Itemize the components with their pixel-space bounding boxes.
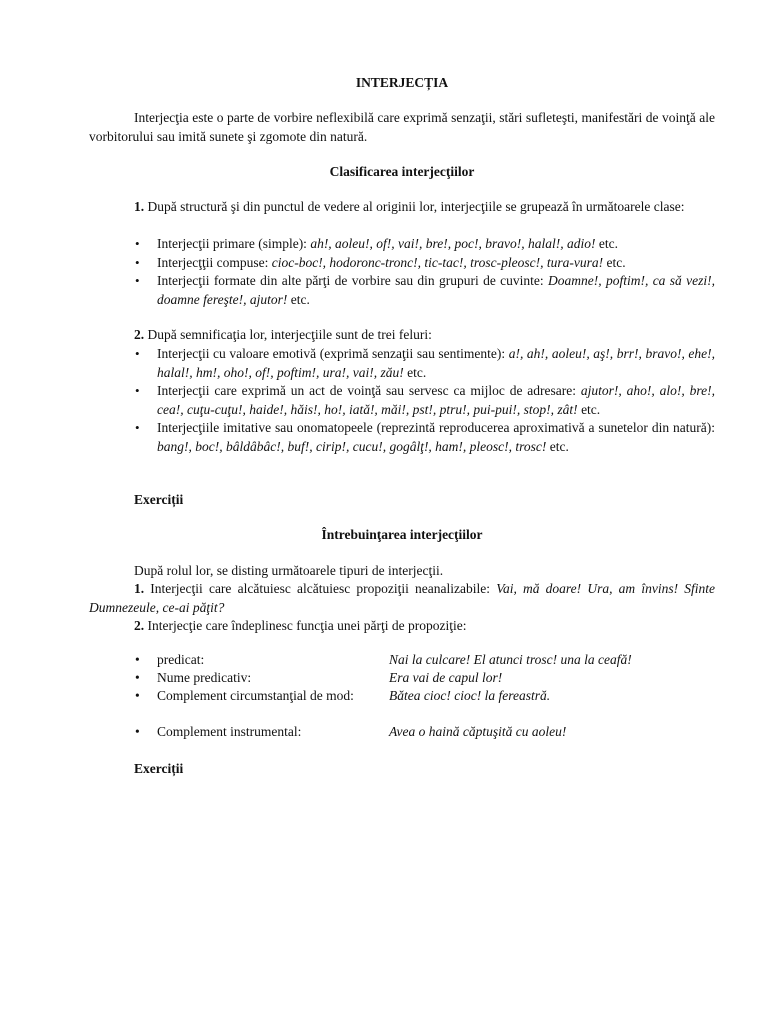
item-suffix: etc.: [403, 364, 427, 380]
section2-text: După semnificaţia lor, interjecţiile sunt de trei feluri:: [147, 327, 432, 342]
item-examples: ajutor!, aho!, alo!, bre!, cea!, cuţu-cuţu!, haide!, hăis!, ho!, iată!, măi!, pst!, ptru!, pui-pui!, stop!, zât!: [157, 383, 715, 417]
usage-row-example: Bătea cioc! cioc! la fereastră.: [389, 688, 551, 703]
bullet-icon: •: [135, 724, 140, 739]
list-item: [89, 345, 715, 382]
usage1-text: Interjecţii care alcătuiesc alcătuiesc propoziţii neanalizabile:: [144, 581, 497, 596]
usage-row-example: Nai la culcare! El atunci trosc! una la ceafă!: [389, 652, 632, 667]
exercises-heading: Exerciții: [134, 492, 184, 507]
section1-list: [89, 235, 715, 309]
list-item: [89, 254, 715, 273]
usage2-text: Interjecţie care îndeplinesc funcţia unei părţi de propoziţie:: [144, 618, 467, 633]
item-suffix: etc.: [287, 291, 310, 307]
document-title: INTERJECȚIA: [355, 75, 449, 90]
section1-number: 1.: [134, 199, 145, 214]
item-label: Interjecţii formate din alte părţi de vorbire sau din grupuri de cuvinte:: [157, 273, 549, 288]
item-suffix: etc.: [577, 401, 601, 417]
section2-number: 2.: [134, 327, 145, 342]
usage2-paragraph: [89, 617, 760, 636]
item-suffix: etc.: [546, 438, 569, 454]
item-label: Interjecţii cu valoare emotivă (exprimă senzaţii sau sentimente):: [157, 346, 509, 361]
classification-heading: Clasificarea interjecţiilor: [329, 164, 475, 179]
usage-row-label: Complement instrumental:: [157, 724, 302, 739]
bullet-icon: •: [135, 420, 140, 435]
usage-row-example: Avea o haină căptuşită cu aoleu!: [389, 724, 567, 739]
bullet-icon: •: [135, 254, 140, 270]
section1-text: După structură şi din punctul de vedere al originii lor, interjecţiile se grupează în următoarele clase:: [147, 199, 685, 214]
list-item: [89, 235, 715, 254]
usage1-examples: Vai, mă doare! Ura, am învins! Sfinte Dumnezeule, ce-ai păţit?: [89, 581, 715, 615]
bullet-icon: •: [135, 670, 140, 685]
item-examples: bang!, boc!, bâldâbâc!, buf!, cirip!, cucu!, gogâlţ!, ham!, pleosc!, trosc!: [157, 438, 547, 454]
item-suffix: etc.: [603, 254, 626, 270]
bullet-icon: •: [135, 688, 140, 703]
item-label: Interjecţii care exprimă un act de voinţă sau servesc ca mijloc de adresare:: [157, 383, 581, 398]
definition-paragraph: Interjecţia este o parte de vorbire neflexibilă care exprimă senzaţii, stări sufleteşti, manifestări de voinţă ale vorbitorului sau imită sunete şi zgomote din natură.: [89, 110, 715, 144]
usage-heading: Întrebuinţarea interjecţiilor: [321, 527, 483, 542]
usage1-paragraph: [89, 580, 715, 617]
item-examples: ah!, aoleu!, of!, vai!, bre!, poc!, bravo!, halal!, adio!: [310, 236, 596, 251]
usage-row-label: Complement circumstanţial de mod:: [157, 688, 354, 703]
usage-row-label: predicat:: [157, 652, 205, 667]
list-item: [89, 382, 715, 419]
usage2-number: 2.: [134, 618, 145, 633]
usage-intro: După rolul lor, se disting următoarele tipuri de interjecţii.: [134, 563, 444, 578]
item-examples: cioc-boc!, hodoronc-tronc!, tic-tac!, trosc-pleosc!, tura-vura!: [271, 254, 604, 270]
bullet-icon: •: [135, 236, 140, 251]
usage1-number: 1.: [134, 581, 145, 596]
item-examples: a!, ah!, aoleu!, aş!, brr!, bravo!, ehe!, halal!, hm!, oho!, of!, poftim!, ura!, vai!, zău!: [157, 346, 716, 380]
bullet-icon: •: [135, 652, 140, 667]
section1-intro: [89, 198, 715, 217]
list-item: [89, 419, 715, 456]
usage-row-label: Nume predicativ:: [157, 670, 252, 685]
section2-list: [89, 345, 715, 456]
item-label: Interjecţiile imitative sau onomatopeele (reprezintă reproducerea aproximativă a sunetelor din natură):: [157, 420, 715, 435]
bullet-icon: •: [135, 383, 140, 398]
item-label: Interjecţţii compuse:: [157, 254, 272, 270]
item-label: Interjecţii primare (simple):: [157, 236, 311, 251]
item-examples: Doamne!, poftim!, ca să vezi!, doamne fereşte!, ajutor!: [157, 273, 715, 307]
section2-intro: [89, 326, 715, 345]
item-suffix: etc.: [595, 236, 618, 251]
exercises-heading: Exerciții: [134, 761, 184, 776]
list-item: [89, 272, 715, 309]
bullet-icon: •: [135, 346, 140, 361]
bullet-icon: •: [135, 273, 140, 288]
usage-row-example: Era vai de capul lor!: [389, 670, 503, 685]
